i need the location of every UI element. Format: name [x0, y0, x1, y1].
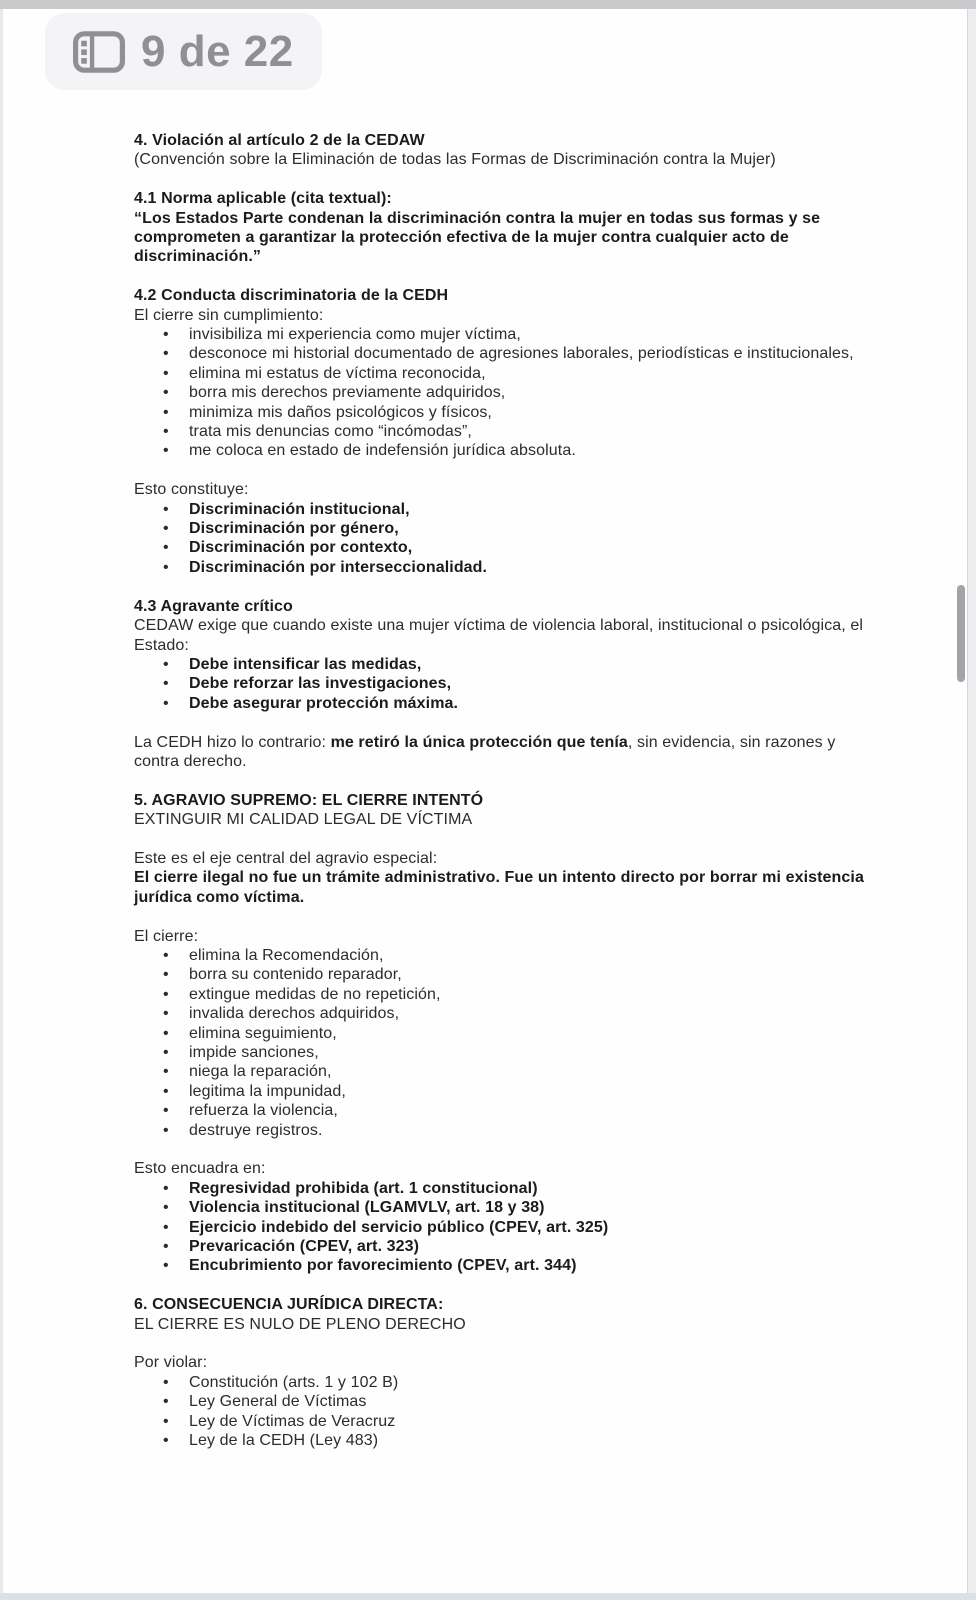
section-6-title: 6. CONSECUENCIA JURÍDICA DIRECTA:	[134, 1296, 444, 1314]
section-6	[134, 1295, 866, 1334]
contrario-pre: La CEDH hizo lo contrario:	[134, 733, 331, 751]
constitutes-intro: Esto constituye:	[134, 481, 249, 499]
page-indicator-label: 9 de 22	[141, 26, 294, 76]
list-item: • invalida derechos adquiridos,	[134, 1004, 866, 1023]
list-item: • me coloca en estado de indefensión jurídica absoluta.	[134, 441, 866, 460]
section-4-title: 4. Violación al artículo 2 de la CEDAW	[134, 132, 425, 149]
list-item: • Violencia institucional (LGAMVLV, art. 18 y 38)	[134, 1198, 866, 1217]
viewer-bottom-edge	[0, 1593, 976, 1600]
section-4-subtitle: (Convención sobre la Eliminación de todas las Formas de Discriminación contra la Mujer)	[134, 151, 776, 169]
sidebar-pages-icon	[73, 31, 125, 73]
cierre-block	[134, 927, 866, 1140]
axis-statement: El cierre ilegal no fue un trámite administrativo. Fue un intento directo por borrar mi existencia jurídica como víctima.	[134, 869, 864, 906]
list-item: • Ley de Víctimas de Veracruz	[134, 1412, 866, 1431]
list-item: • trata mis denuncias como “incómodas”,	[134, 422, 866, 441]
list-item: • elimina la Recomendación,	[134, 946, 866, 965]
list-item: • Discriminación por género,	[134, 519, 866, 538]
list-item: • Debe reforzar las investigaciones,	[134, 674, 866, 693]
contrario-post: , sin evidencia, sin razones y contra derecho.	[134, 733, 836, 770]
section-4-1-title: 4.1 Norma aplicable (cita textual):	[134, 190, 392, 208]
section-6-subtitle: EL CIERRE ES NULO DE PLENO DERECHO	[134, 1315, 466, 1333]
contrario-bold: me retiró la única protección que tenía	[330, 733, 628, 751]
cierre-effects-list	[134, 946, 866, 1140]
viewer-top-edge	[0, 0, 976, 9]
list-item: • elimina mi estatus de víctima reconocida,	[134, 364, 866, 383]
contrario-text	[134, 733, 866, 772]
list-item: • Ley de la CEDH (Ley 483)	[134, 1431, 866, 1450]
section-4-3-intro: CEDAW exige que cuando existe una mujer víctima de violencia laboral, institucional o psicológica, el Estado:	[134, 617, 863, 654]
list-item: • Discriminación por interseccionalidad.	[134, 558, 866, 577]
list-item: • Discriminación institucional,	[134, 500, 866, 519]
page-indicator-badge[interactable]	[45, 13, 322, 90]
list-item: • borra su contenido reparador,	[134, 965, 866, 984]
list-item: • Regresividad prohibida (art. 1 constitucional)	[134, 1179, 866, 1198]
list-item: • desconoce mi historial documentado de agresiones laborales, periodísticas e institucionales,	[134, 344, 866, 363]
closure-effects-list	[134, 325, 866, 461]
list-item: • legitima la impunidad,	[134, 1082, 866, 1101]
section-5-title-rest: EXTINGUIR MI CALIDAD LEGAL DE VÍCTIMA	[134, 811, 473, 829]
list-item: • destruye registros.	[134, 1121, 866, 1140]
section-4-3-title: 4.3 Agravante crítico	[134, 597, 293, 615]
section-4-3	[134, 597, 866, 713]
section-4-2-intro: El cierre sin cumplimiento:	[134, 306, 324, 324]
section-4-2	[134, 286, 866, 461]
state-duties-list	[134, 655, 866, 713]
encuadra-block	[134, 1159, 866, 1275]
violated-laws-list	[134, 1373, 866, 1451]
list-item: • borra mis derechos previamente adquiridos,	[134, 383, 866, 402]
discrimination-types-list	[134, 500, 866, 578]
list-item: • Ley General de Víctimas	[134, 1392, 866, 1411]
section-4	[134, 131, 866, 170]
section-4-2-title: 4.2 Conducta discriminatoria de la CEDH	[134, 287, 449, 305]
list-item: • Constitución (arts. 1 y 102 B)	[134, 1373, 866, 1392]
axis-intro: Este es el eje central del agravio especial:	[134, 849, 438, 867]
viewer-right-gutter	[967, 9, 976, 1593]
violar-intro: Por violar:	[134, 1354, 208, 1372]
list-item: • niega la reparación,	[134, 1062, 866, 1081]
list-item: • Encubrimiento por favorecimiento (CPEV, art. 344)	[134, 1256, 866, 1275]
legal-framing-list	[134, 1179, 866, 1276]
section-4-1	[134, 189, 866, 267]
section-5-heading	[134, 791, 866, 830]
encuadra-intro: Esto encuadra en:	[134, 1160, 266, 1178]
list-item: • Prevaricación (CPEV, art. 323)	[134, 1237, 866, 1256]
constitutes-block	[134, 480, 866, 577]
list-item: • Debe asegurar protección máxima.	[134, 694, 866, 713]
list-item: • refuerza la violencia,	[134, 1101, 866, 1120]
list-item: • Debe intensificar las medidas,	[134, 655, 866, 674]
list-item: • Ejercicio indebido del servicio público (CPEV, art. 325)	[134, 1218, 866, 1237]
section-5-title: 5. AGRAVIO SUPREMO: EL CIERRE INTENTÓ	[134, 791, 484, 809]
list-item: • impide sanciones,	[134, 1043, 866, 1062]
section-5-axis	[134, 849, 866, 907]
cierre-intro: El cierre:	[134, 927, 199, 945]
contrario-paragraph	[134, 733, 866, 772]
violar-block	[134, 1353, 866, 1450]
list-item: • extingue medidas de no repetición,	[134, 985, 866, 1004]
list-item: • Discriminación por contexto,	[134, 538, 866, 557]
list-item: • minimiza mis daños psicológicos y físicos,	[134, 403, 866, 422]
list-item: • invisibiliza mi experiencia como mujer víctima,	[134, 325, 866, 344]
document-content	[134, 131, 866, 1450]
list-item: • elimina seguimiento,	[134, 1024, 866, 1043]
scrollbar-thumb[interactable]	[957, 585, 965, 682]
section-4-1-quote: “Los Estados Parte condenan la discriminación contra la mujer en todas sus formas y se comprometen a garantizar la protección efectiva de la mujer contra cualquier acto de discriminación.”	[134, 209, 821, 266]
